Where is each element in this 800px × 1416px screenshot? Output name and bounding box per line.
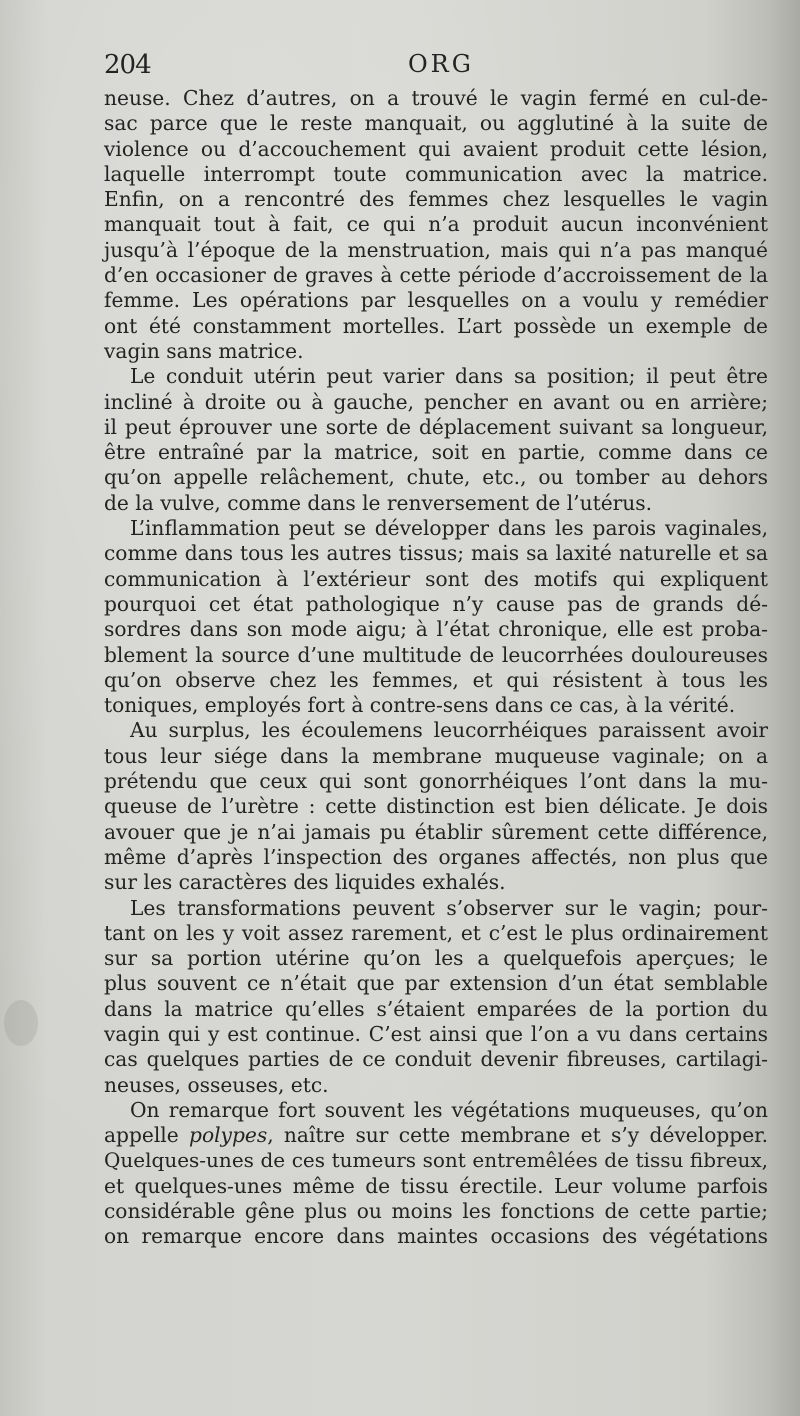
text-line: femme. Les opérations par lesquelles on a voulu y remédier [104,288,768,313]
text-line: vagin qui y est continue. C’est ainsi que l’on a vu dans certains [104,1021,768,1046]
text-line: plus souvent ce n’était que par extension d’un état semblable [104,971,768,996]
text-line: incliné à droite ou à gauche, pencher en avant ou en arrière; [104,389,768,414]
text-line: Enfin, on a rencontré des femmes chez lesquelles le vagin [104,187,768,212]
text-line: vagin sans matrice. [104,338,304,363]
paper-stain [4,1000,38,1046]
text-line: On remarque fort souvent les végétations muqueuses, qu’on [130,1097,768,1122]
text-line: être entraîné par la matrice, soit en partie, comme dans ce [104,440,768,465]
text-line: appelle polypes, naître sur cette membrane et s’y développer. [104,1123,768,1148]
text-line: blement la source d’une multitude de leucorrhées douloureuses [104,642,768,667]
text-line: d’en occasioner de graves à cette période d’accroissement de la [104,263,768,288]
text-line: de la vulve, comme dans le renversement de l’utérus. [104,490,653,515]
text-line: qu’on observe chez les femmes, et qui résistent à tous les [104,667,768,692]
paragraph [104,1098,768,1250]
text-line: Le conduit utérin peut varier dans sa position; il peut être [130,364,768,389]
text-line: tant on les y voit assez rarement, et c’est le plus ordinairement [104,920,768,945]
body-text [104,86,768,1250]
paragraph [104,364,768,516]
text-line: jusqu’à l’époque de la menstruation, mais qui n’a pas manqué [104,237,768,262]
text-line: neuse. Chez d’autres, on a trouvé le vagin fermé en cul-de- [104,86,768,110]
text-line: manquait tout à fait, ce qui n’a produit aucun inconvénient [104,212,768,237]
paragraph [104,86,768,364]
text-line: il peut éprouver une sorte de déplacement suivant sa longueur, [104,414,768,439]
text-line: prétendu que ceux qui sont gonorrhéiques l’ont dans la mu- [104,769,768,794]
text-line: neuses, osseuses, etc. [104,1072,329,1097]
text-line: qu’on appelle relâchement, chute, etc., ou tomber au dehors [104,465,768,490]
text-line: avouer que je n’ai jamais pu établir sûrement cette différence, [104,819,768,844]
text-line: queuse de l’urètre : cette distinction est bien délicate. Je dois [104,794,768,819]
text-line: comme dans tous les autres tissus; mais sa laxité naturelle et sa [104,541,768,566]
paragraph [104,896,768,1098]
text-line: sordres dans son mode aigu; à l’état chronique, elle est proba- [104,617,768,642]
text-line: même d’après l’inspection des organes affectés, non plus que [104,844,768,869]
text-line: L’inflammation peut se développer dans les parois vaginales, [130,516,768,541]
paragraph [104,516,768,718]
page-header [0,50,800,86]
text-line: Au surplus, les écoulemens leucorrhéiques paraissent avoir [130,718,768,743]
text-line: pourquoi cet état pathologique n’y cause pas de grands dé- [104,591,768,616]
text-line: Quelques-unes de ces tumeurs sont entremêlées de tissu fibreux, [104,1148,768,1173]
text-line: communication à l’extérieur sont des motifs qui expliquent [104,566,768,591]
text-line: dans la matrice qu’elles s’étaient emparées de la portion du [104,996,768,1021]
text-line: sac parce que le reste manquait, ou agglutiné à la suite de [104,111,768,136]
text-line: cas quelques parties de ce conduit devenir fibreuses, cartilagi- [104,1047,768,1072]
text-line: on remarque encore dans maintes occasions des végétations [104,1224,768,1249]
text-line: violence ou d’accouchement qui avaient produit cette lésion, [104,136,768,161]
text-line: ont été constamment mortelles. L’art possède un exemple de [104,313,768,338]
text-line: tous leur siége dans la membrane muqueuse vaginale; on a [104,743,768,768]
italic-term: polypes [189,1123,268,1148]
text-line: laquelle interrompt toute communication avec la matrice. [104,161,768,186]
text-line: et quelques-unes même de tissu érectile. Leur volume parfois [104,1173,768,1198]
text-line: Les transformations peuvent s’observer sur le vagin; pour- [130,895,768,920]
text-line: sur sa portion utérine qu’on les a quelquefois aperçues; le [104,946,768,971]
text-line: toniques, employés fort à contre-sens dans ce cas, à la vérité. [104,693,736,718]
running-head: ORG [408,50,474,78]
text-line: considérable gêne plus ou moins les fonctions de cette partie; [104,1199,768,1224]
page-number: 204 [104,50,151,80]
text-line: sur les caractères des liquides exhalés. [104,870,506,895]
paragraph [104,718,768,895]
